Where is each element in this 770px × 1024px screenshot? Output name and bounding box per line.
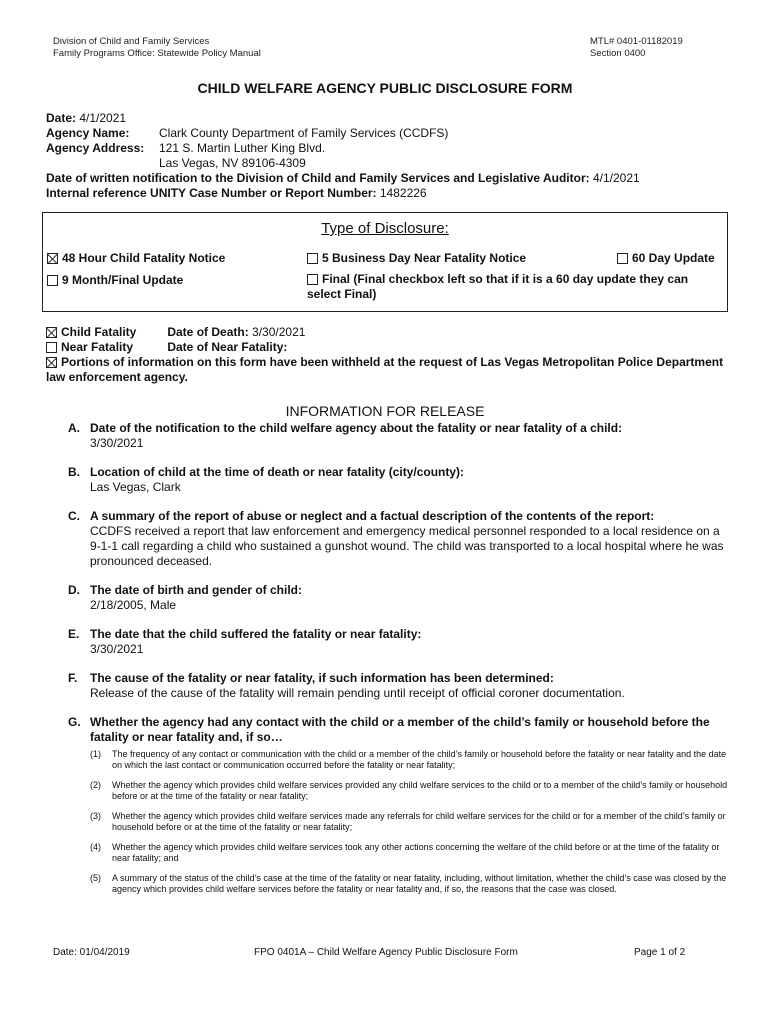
header-office: Family Programs Office: Statewide Policy Manual (53, 48, 261, 59)
item-answer: 3/30/2021 (90, 642, 144, 656)
checkbox-child-fatality[interactable] (46, 327, 57, 338)
option-48-hour-label: 48 Hour Child Fatality Notice (62, 251, 226, 265)
checkbox-near-fatality[interactable] (46, 342, 57, 353)
item-letter: D. (68, 583, 80, 597)
option-5-day-label: 5 Business Day Near Fatality Notice (322, 251, 527, 265)
notification-label: Date of written notification to the Division of Child and Family Services and Legislative Auditor: (46, 171, 590, 185)
item-answer: Las Vegas, Clark (90, 480, 181, 494)
header-division: Division of Child and Family Services (53, 36, 210, 47)
option-5-day[interactable] (307, 251, 526, 265)
withheld-notice: Portions of information on this form have been withheld at the request of Las Vegas Metropolitan Police Department law enforcement agency. (46, 355, 724, 384)
item-d (68, 583, 728, 613)
item-letter: E. (68, 627, 80, 641)
agency-info (46, 111, 640, 201)
subitem-text: The frequency of any contact or communication with the child or a member of the child’s family or household before the fatality or near fatality and the date on which the last contact or communication occurred before the fatality or near fatality; (112, 749, 727, 770)
subitem-number: (5) (90, 873, 101, 883)
option-60-day[interactable] (617, 251, 715, 265)
header-left (53, 36, 261, 60)
item-c (68, 509, 728, 569)
subitem-number: (3) (90, 811, 101, 821)
agency-name-label: Agency Name: (46, 126, 130, 140)
item-b (68, 465, 728, 495)
item-question: The date that the child suffered the fatality or near fatality: (90, 627, 422, 641)
item-letter: G. (68, 715, 81, 729)
agency-name-value: Clark County Department of Family Services (CCDFS) (159, 126, 449, 140)
notification-value: 4/1/2021 (592, 171, 640, 185)
option-final-label: Final (Final checkbox left so that if it is a 60 day update they can select Final) (307, 272, 689, 301)
footer-form-name: FPO 0401A – Child Welfare Agency Public Disclosure Form (254, 947, 518, 958)
header-right (590, 36, 683, 60)
date-of-death-value: 3/30/2021 (252, 325, 306, 339)
subitem-text: Whether the agency which provides child welfare services made any referrals for child welfare services for the child or for a member of the child’s family or household before or at the time of the fatality or near fatality; (112, 811, 726, 832)
header-mtl: MTL# 0401-01182019 (590, 36, 683, 47)
date-of-near-fatality-label: Date of Near Fatality: (167, 340, 288, 354)
item-letter: B. (68, 465, 80, 479)
header-section: Section 0400 (590, 48, 646, 59)
checkbox-9-month[interactable] (47, 275, 58, 286)
item-answer: 2/18/2005, Male (90, 598, 177, 612)
option-48-hour[interactable] (47, 251, 225, 265)
reference-label: Internal reference UNITY Case Number or Report Number: (46, 186, 377, 200)
subitem-3 (90, 811, 728, 833)
checkbox-5-day[interactable] (307, 253, 318, 264)
subitem-text: Whether the agency which provides child welfare services provided any child welfare services to the child or to a member of the child’s family or household before or at the time of the fatality or near fatality; (112, 780, 728, 801)
release-items (68, 421, 728, 909)
item-answer: CCDFS received a report that law enforcement and emergency medical personnel responded to a local residence on a 9-1-1 call regarding a child who sustained a gunshot wound. The child was transported to a local hospital where he was pronounced deceased. (90, 524, 724, 568)
subitem-text: Whether the agency which provides child welfare services took any other actions concerning the welfare of the child before or at the time of the fatality or near fatality; and (112, 842, 720, 863)
subitem-number: (2) (90, 780, 101, 790)
form-title: CHILD WELFARE AGENCY PUBLIC DISCLOSURE FORM (197, 80, 573, 96)
option-60-day-label: 60 Day Update (632, 251, 715, 265)
subitem-number: (1) (90, 749, 101, 759)
item-a (68, 421, 728, 451)
subitem-2 (90, 780, 728, 802)
option-9-month-label: 9 Month/Final Update (62, 273, 184, 287)
subitem-text: A summary of the status of the child’s case at the time of the fatality or near fatality, including, without limitation, whether the child’s case was closed by the agency which provides child welfare services before the fatality or near fatality and, if so, the reasons that the case was closed. (112, 873, 727, 894)
checkbox-60-day[interactable] (617, 253, 628, 264)
agency-address-line1: 121 S. Martin Luther King Blvd. (159, 141, 326, 155)
information-for-release-heading: INFORMATION FOR RELEASE (285, 403, 485, 419)
checkbox-withheld[interactable] (46, 357, 57, 368)
agency-address-label: Agency Address: (46, 141, 145, 155)
item-question: A summary of the report of abuse or neglect and a factual description of the contents of the report: (90, 509, 655, 523)
date-label: Date: (46, 111, 77, 125)
child-fatality-label: Child Fatality (61, 325, 137, 339)
disclosure-title: Type of Disclosure: (321, 220, 449, 237)
subitem-5 (90, 873, 728, 895)
item-g-subitems (90, 749, 728, 895)
item-letter: F. (68, 671, 78, 685)
item-question: The cause of the fatality or near fatality, if such information has been determined: (90, 671, 554, 685)
item-question: The date of birth and gender of child: (90, 583, 302, 597)
item-letter: C. (68, 509, 80, 523)
subitem-1 (90, 749, 728, 771)
subitem-4 (90, 842, 728, 864)
date-of-death-label: Date of Death: (167, 325, 249, 339)
checkbox-48-hour[interactable] (47, 253, 58, 264)
option-9-month[interactable] (47, 273, 183, 287)
reference-value: 1482226 (379, 186, 427, 200)
item-question: Location of child at the time of death or near fatality (city/county): (90, 465, 465, 479)
item-letter: A. (68, 421, 80, 435)
fatality-section (46, 325, 726, 385)
type-of-disclosure-box (42, 212, 728, 312)
footer-date: Date: 01/04/2019 (53, 947, 130, 958)
item-g (68, 715, 728, 895)
item-question: Date of the notification to the child welfare agency about the fatality or near fatality of a child: (90, 421, 623, 435)
checkbox-final[interactable] (307, 274, 318, 285)
option-final[interactable] (307, 272, 717, 302)
subitem-number: (4) (90, 842, 101, 852)
near-fatality-label: Near Fatality (61, 340, 134, 354)
item-question: Whether the agency had any contact with the child or a member of the child’s family or household before the fatality or near fatality and, if so… (90, 715, 710, 744)
item-answer: 3/30/2021 (90, 436, 144, 450)
item-f (68, 671, 728, 701)
item-answer: Release of the cause of the fatality will remain pending until receipt of official coroner documentation. (90, 686, 625, 700)
agency-address-line2: Las Vegas, NV 89106-4309 (159, 156, 306, 170)
item-e (68, 627, 728, 657)
footer-page-number: Page 1 of 2 (634, 947, 686, 958)
date-value: 4/1/2021 (79, 111, 127, 125)
